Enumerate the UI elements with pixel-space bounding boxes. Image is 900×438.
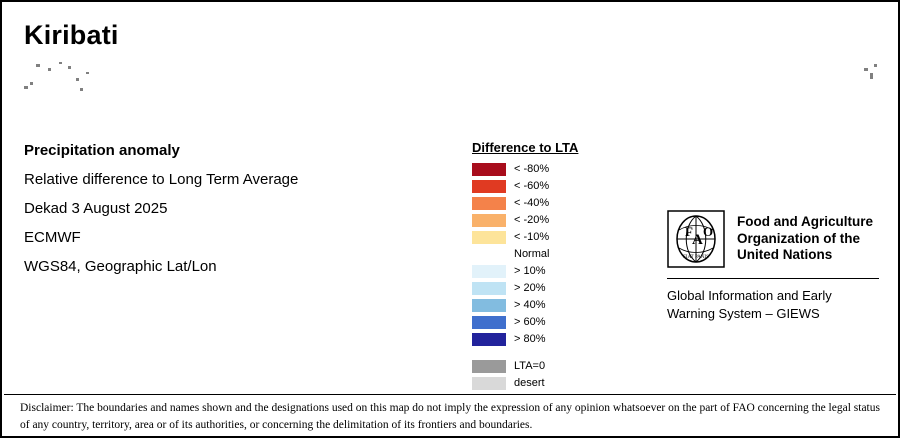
info-line: Precipitation anomaly xyxy=(24,142,180,159)
island-shape xyxy=(86,72,89,74)
island-shape xyxy=(80,88,83,91)
legend-swatch xyxy=(472,282,506,295)
info-line: Dekad 3 August 2025 xyxy=(24,200,168,217)
fao-emblem-icon xyxy=(667,210,725,268)
legend-swatch xyxy=(472,214,506,227)
island-shape xyxy=(48,68,51,71)
svg-text:O: O xyxy=(703,224,714,239)
disclaimer-divider xyxy=(4,394,896,395)
legend-swatch xyxy=(472,265,506,278)
legend-row xyxy=(472,212,622,228)
legend-label: > 60% xyxy=(514,316,546,328)
fao-name-line: United Nations xyxy=(737,247,833,263)
island-shape xyxy=(870,73,873,79)
map-info-block xyxy=(24,142,424,287)
fao-system-name xyxy=(667,287,879,322)
legend-row xyxy=(472,161,622,177)
legend-row xyxy=(472,246,622,262)
fao-divider xyxy=(667,278,879,279)
legend-label: LTA=0 xyxy=(514,360,546,372)
legend-swatch xyxy=(472,248,506,261)
info-line: WGS84, Geographic Lat/Lon xyxy=(24,258,217,275)
legend-swatch xyxy=(472,197,506,210)
legend-row xyxy=(472,314,622,330)
page-title: Kiribati xyxy=(24,20,119,50)
legend-row xyxy=(472,178,622,194)
legend-row xyxy=(472,263,622,279)
legend-label: < -20% xyxy=(514,214,550,226)
legend-swatch xyxy=(472,180,506,193)
legend-label: desert xyxy=(514,377,545,389)
legend-label: > 80% xyxy=(514,333,546,345)
svg-text:F: F xyxy=(685,224,693,239)
legend-title: Difference to LTA xyxy=(472,140,579,155)
island-shape xyxy=(76,78,79,81)
fao-name-line: Food and Agriculture xyxy=(737,213,873,229)
legend-label: > 40% xyxy=(514,299,546,311)
legend-label: < -10% xyxy=(514,231,550,243)
legend-row xyxy=(472,375,622,391)
legend-swatch xyxy=(472,360,506,373)
svg-text:A: A xyxy=(692,232,703,248)
fao-organization-name xyxy=(737,214,873,265)
island-shape xyxy=(59,62,62,64)
legend-row xyxy=(472,195,622,211)
legend-swatch xyxy=(472,377,506,390)
legend-row xyxy=(472,280,622,296)
legend xyxy=(472,140,622,392)
legend-label: > 20% xyxy=(514,282,546,294)
svg-text:FIAT PANIS: FIAT PANIS xyxy=(683,255,709,260)
island-shape xyxy=(30,82,33,85)
legend-extra-items xyxy=(472,358,622,391)
island-shape xyxy=(36,64,40,67)
fao-name-line: Organization of the xyxy=(737,230,860,246)
info-line: ECMWF xyxy=(24,229,81,246)
legend-swatch xyxy=(472,316,506,329)
fao-sub-line: Warning System – GIEWS xyxy=(667,305,820,321)
legend-label: > 10% xyxy=(514,265,546,277)
legend-label: Normal xyxy=(514,248,550,260)
legend-swatch xyxy=(472,299,506,312)
island-shape xyxy=(68,66,71,69)
disclaimer-text: Disclaimer: The boundaries and names shown and the designations used on this map do not imply the expression of any opinion whatsoever on the part of FAO concerning the legal status of any country, territory, area or of its authorities, or concerning the delimitation of its frontiers and boundaries. xyxy=(20,402,880,431)
legend-swatch xyxy=(472,333,506,346)
legend-spacer xyxy=(472,348,622,358)
legend-label: < -40% xyxy=(514,197,550,209)
legend-row xyxy=(472,358,622,374)
legend-row xyxy=(472,229,622,245)
legend-items xyxy=(472,161,622,347)
island-shape xyxy=(24,86,28,89)
legend-label: < -60% xyxy=(514,180,550,192)
legend-row xyxy=(472,297,622,313)
fao-sub-line: Global Information and Early xyxy=(667,288,832,303)
legend-swatch xyxy=(472,231,506,244)
fao-logo-block xyxy=(667,210,879,322)
island-shape xyxy=(874,64,877,67)
legend-row xyxy=(472,331,622,347)
fao-logo-top xyxy=(667,210,879,268)
legend-label: < -80% xyxy=(514,163,550,175)
legend-swatch xyxy=(472,163,506,176)
info-line: Relative difference to Long Term Average xyxy=(24,171,299,188)
island-shape xyxy=(864,68,868,71)
